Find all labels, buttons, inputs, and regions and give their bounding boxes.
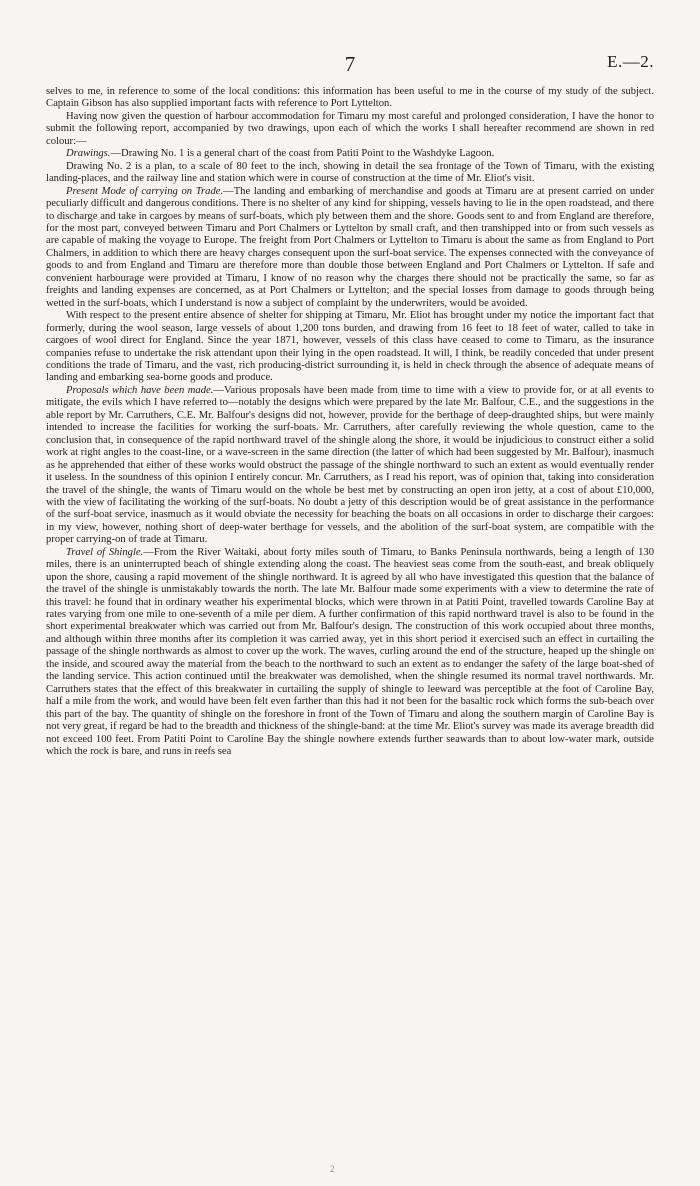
paragraph-shelter xyxy=(46,310,654,385)
paragraph-proposals xyxy=(46,385,654,547)
paragraph-introduction xyxy=(46,111,654,148)
section-heading: Present Mode of carrying on Trade. xyxy=(66,185,224,197)
paragraph-travel-of-shingle xyxy=(46,547,654,759)
section-heading: Drawings. xyxy=(66,148,111,160)
paragraph-text: —Drawing No. 1 is a general chart of the coast from Patiti Point to the Washdyke Lagoon. xyxy=(110,148,495,160)
page-number: 7 xyxy=(344,52,356,76)
report-body xyxy=(46,86,654,1120)
paragraph-text: —Various proposals have been made from time to time with a view to provide for, or at all events to mitigate, the evils which I have referred to—notably the designs which were prepared by the late Mr. Balfour, C.E., and the suggestions in the able report by Mr. Carruthers, C.E. Mr. Balfour's designs did not, however, provide for the berthage of deep-draughted ships, but were mainly intended to increase the facilities for working the surf-boats. Mr. Carruthers, after carefully reviewing the whole question, came to the conclusion that, in consequence of the rapid northward travel of the shingle along the shore, it would be injudicious to construct either a solid work at right angles to the coast-line, or a wave-screen in the same direction (the latter of which had been suggested by Mr. Balfour), inasmuch as he apprehended that either of these works would obstruct the passage of the shingle northward to such an extent as would eventually render it useless. In the soundness of this opinion I entirely concur. Mr. Carruthers, as I read his report, was of opinion that, taking into consideration the travel of the shingle, the wants of Timaru would on the whole be best met by constructing an open iron jetty, at a cost of about £10,000, with the view of facilitating the working of the surf-boats. No doubt a jetty of this description would be of great assistance in the performance of the surf-boat service, inasmuch as it would obviate the necessity for beaching the boats on all occasions in order to discharge their cargoes: in my view, however, nothing short of deep-water berthage for vessels, and the abolition of the surf-boat system, are compatible with the proper carrying-on of trade at Timaru. xyxy=(46,384,654,546)
paragraph-text: Drawing No. 2 is a plan, to a scale of 80 feet to the inch, showing in detail the sea frontage of the Town of Timaru, with the existing landing-places, and the railway line and station which were in course of construction at the time of Mr. Eliot's visit. xyxy=(46,160,654,185)
paragraph-text: With respect to the present entire absence of shelter for shipping at Timaru, Mr. Eliot has brought under my notice the important fact that formerly, during the wool season, large vessels of about 1,200 tons burden, and drawing from 16 feet to 18 feet of water, called to take in cargoes of wool direct for England. Since the year 1871, however, vessels of this class have ceased to come to Timaru, as the insurance companies refuse to undertake the risk attendant upon their lying in the open roadstead. It will, I think, be readily conceded that under present conditions the trade of Timaru, and the vast, rich producing-district surrounding it, is held in check through the absence of adequate means of landing and embarking sea-borne goods and produce. xyxy=(46,310,654,384)
section-heading: Proposals which have been made. xyxy=(66,384,214,396)
document-reference: E.—2. xyxy=(607,52,654,71)
paragraph-text: Having now given the question of harbour accommodation for Timaru my most careful and prolonged consideration, I have the honor to submit the following report, accompanied by two drawings, upon each of which the works I shall hereafter recommend are shown in red colour:— xyxy=(46,110,654,147)
page-header xyxy=(46,52,654,78)
paragraph-drawing-2 xyxy=(46,161,654,186)
paragraph-text: —From the River Waitaki, about forty miles south of Timaru, to Banks Peninsula northwards, being a length of 130 miles, there is an uninterrupted beach of shingle extending along the coast. The heaviest seas come from the south-east, and break obliquely upon the shore, causing a rapid movement of the shingle northward. It is agreed by all who have investigated this question that the balance of the travel of the shingle is unmistakably towards the north. The late Mr. Balfour made some experiments with a view to determine the rate of this travel: he found that in ordinary weather his experimental blocks, which were thrown in at Patiti Point, travelled towards Caroline Bay at rates varying from one mile to one-seventh of a mile per diem. A further confirmation of this rapid northward travel is also to be found in the short experimental breakwater which was carried out from Mr. Balfour's design. The construction of this work occupied about three months, and although within three months after its completion it was carried away, yet in this short period it exercised such an effect in curtailing the passage of the shingle northwards as almost to cover up the work. The waves, curling around the end of the structure, heaped up the shingle on the inside, and scoured away the material from the beach to the northward to such an extent as to endanger the safety of the large boat-shed of the landing service. This action continued until the breakwater was demolished, when the shingle resumed its normal travel northwards. Mr. Carruthers states that the effect of this breakwater in curtailing the supply of shingle to leeward was perceptible at the foot of Caroline Bay, half a mile from the work, and would have been felt even farther than this had it not been for the basaltic rock which forms the sub-beach over this part of the bay. The quantity of shingle on the foreshore in front of the Town of Timaru and along the southern margin of Caroline Bay is not very great, if regard be had to the breadth and thickness of the shingle-band: at the time Mr. Eliot's survey was made its average breadth did not exceed 100 feet. From Patiti Point to Caroline Bay the shingle nowhere extends further seawards than to about low-water mark, outside which the rock is bare, and runs in reefs sea xyxy=(46,546,654,758)
footer-mark: 2 xyxy=(330,1164,335,1174)
paragraph-text: selves to me, in reference to some of the local conditions: this information has been useful to me in the course of my study of the subject. Captain Gibson has also supplied important facts with reference to Port Lyttelton. xyxy=(46,86,654,110)
paragraph-present-mode xyxy=(46,186,654,311)
section-heading: Travel of Shingle. xyxy=(66,546,144,558)
paragraph-text: —The landing and embarking of merchandise and goods at Timaru are at present carried on under peculiarly difficult and dangerous conditions. There is no shelter of any kind for shipping, vessels having to lie in the open roadstead, and there to discharge and take in cargoes by means of surf-boats, which ply between them and the shore. Goods sent to and from England are therefore, for the most part, conveyed between Timaru and Port Chalmers or Lyttelton by small craft, and then transhipped into or from such vessels as are capable of making the voyage to Europe. The freight from Port Chalmers or Lyttelton to Timaru is about the same as from England to Port Chalmers, in addition to which there are heavy charges consequent upon the surf-boat service. The expenses connected with the conveyance of goods to and from England and Timaru are therefore more than double those between England and Port Chalmers or Lyttelton. If safe and convenient harbourage were provided at Timaru, I know of no reason why the charges there should not be practically the same, so far as freights and landing expenses are concerned, as at Port Chalmers or Lyttelton; and the special losses from damage to goods through being wetted in the surf-boats, which I understand is now a subject of complaint by the underwriters, would be avoided. xyxy=(46,185,654,309)
paragraph-drawings xyxy=(46,148,654,160)
paragraph-continuation xyxy=(46,86,654,111)
